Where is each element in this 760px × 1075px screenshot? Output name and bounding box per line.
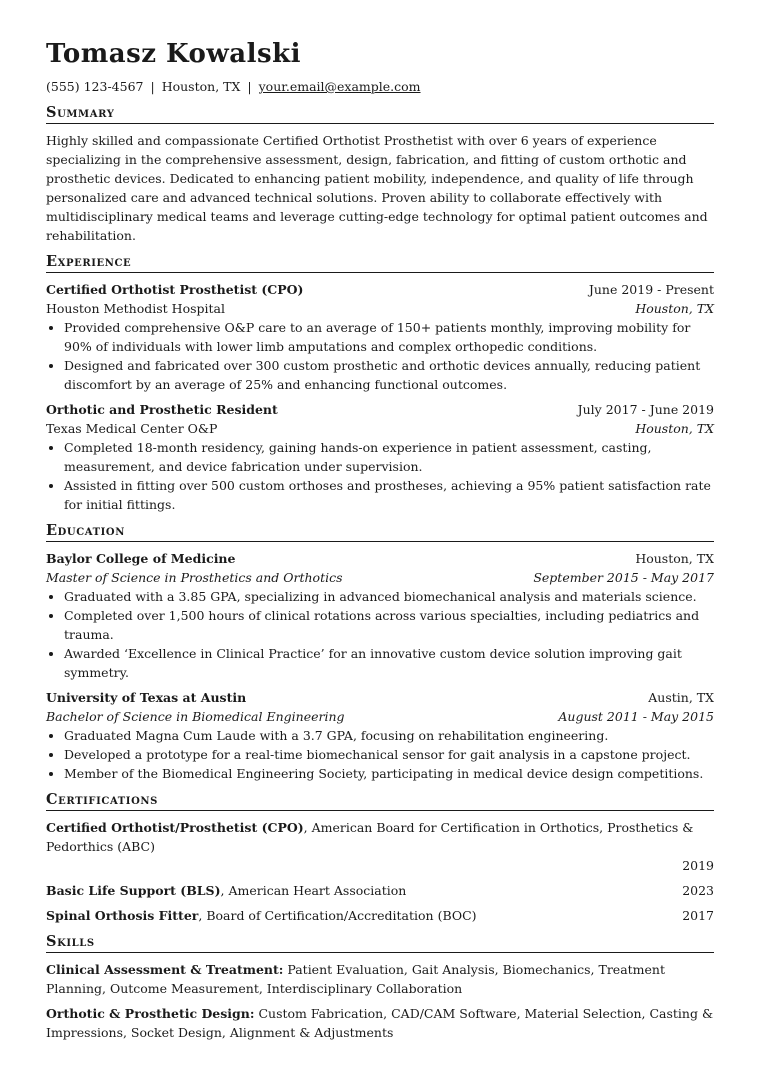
candidate-name: Tomasz Kowalski: [46, 39, 302, 69]
job-role: Orthotic and Prosthetic Resident: [46, 402, 278, 417]
skill-group: [46, 1004, 714, 1042]
education-dates: August 2011 - May 2015: [558, 709, 714, 724]
bullet-item: • Member of the Biomedical Engineering Society, participating in medical device design competitions.: [64, 764, 714, 783]
job-bullets: [46, 438, 714, 514]
certification-item: [46, 906, 714, 925]
education-bullets: [46, 587, 714, 682]
phone-number: (555) 123-4567: [46, 79, 144, 94]
certification-name: Spinal Orthosis Fitter: [46, 908, 199, 923]
certification-issuer: , American Heart Association: [220, 883, 407, 898]
bullet-item: • Designed and fabricated over 300 custom prosthetic and orthotic devices annually, reducing patient discomfort by an average of 25% and enhancing functional outcomes.: [64, 356, 714, 394]
job-dates: July 2017 - June 2019: [577, 402, 714, 417]
education-entry: [46, 688, 714, 783]
degree: Bachelor of Science in Biomedical Engineering: [46, 709, 345, 724]
certification-item: [46, 881, 714, 900]
job-bullets: [46, 318, 714, 394]
bullet-item: • Awarded ‘Excellence in Clinical Practice’ for an innovative custom device solution improving gait symmetry.: [64, 644, 714, 682]
skill-group-label: Orthotic & Prosthetic Design:: [46, 1006, 255, 1021]
education-entry: [46, 549, 714, 682]
section-title-experience: Experience: [46, 253, 714, 273]
school-name: University of Texas at Austin: [46, 690, 247, 705]
section-title-skills: Skills: [46, 933, 714, 953]
job-entry: [46, 280, 714, 394]
bullet-item: • Graduated Magna Cum Laude with a 3.7 GPA, focusing on rehabilitation engineering.: [64, 726, 714, 745]
education-dates: September 2015 - May 2017: [533, 570, 714, 585]
skill-group: [46, 960, 714, 998]
location: Houston, TX: [161, 79, 241, 94]
separator: |: [150, 79, 155, 94]
skill-group-label: Clinical Assessment & Treatment:: [46, 962, 284, 977]
certification-name: Certified Orthotist/Prosthetist (CPO): [46, 820, 304, 835]
bullet-item: • Completed over 1,500 hours of clinical rotations across various specialties, including pediatrics and trauma.: [64, 606, 714, 644]
section-title-summary: Summary: [46, 104, 714, 124]
bullet-item: • Graduated with a 3.85 GPA, specializing in advanced biomechanical analysis and materials science.: [64, 587, 714, 606]
bullet-item: • Developed a prototype for a real-time biomechanical sensor for gait analysis in a capstone project.: [64, 745, 714, 764]
separator: |: [247, 79, 252, 94]
certification-issuer: , American Board for Certification in Orthotics, Prosthetics & Pedorthics (ABC): [46, 820, 694, 854]
job-location: Houston, TX: [635, 421, 714, 436]
section-title-certifications: Certifications: [46, 791, 714, 811]
skill-group-items: Custom Fabrication, CAD/CAM Software, Material Selection, Casting & Impressions, Socket Design, Alignment & Adjustments: [46, 1006, 714, 1040]
certification-issuer: , Board of Certification/Accreditation (BOC): [198, 908, 477, 923]
school-location: Houston, TX: [635, 551, 714, 566]
certification-year: 2019: [682, 858, 714, 873]
summary-text: Highly skilled and compassionate Certified Orthotist Prosthetist with over 6 years of experience specializing in the comprehensive assessment, design, fabrication, and fitting of custom orthotic and prosthetic devices. Dedicated to enhancing patient mobility, independence, and quality of life through personalized care and advanced technical solutions. Proven ability to collaborate effectively with multidisciplinary medical teams and leverage cutting-edge technology for optimal patient outcomes and rehabilitation.: [46, 133, 708, 243]
job-entry: [46, 400, 714, 514]
job-dates: June 2019 - Present: [588, 282, 714, 297]
school-name: Baylor College of Medicine: [46, 551, 236, 566]
email-link[interactable]: your.email@example.com: [258, 79, 421, 94]
job-org: Houston Methodist Hospital: [46, 301, 225, 316]
certification-year: 2017: [682, 908, 714, 923]
certification-year: 2023: [682, 883, 714, 898]
bullet-item: • Completed 18-month residency, gaining hands-on experience in patient assessment, casting, measurement, and device fabrication under supervision.: [64, 438, 714, 476]
bullet-item: • Provided comprehensive O&P care to an average of 150+ patients monthly, improving mobility for 90% of individuals with lower limb amputations and complex orthopedic conditions.: [64, 318, 714, 356]
certification-item: [46, 818, 714, 875]
bullet-item: • Assisted in fitting over 500 custom orthoses and prostheses, achieving a 95% patient satisfaction rate for initial fittings.: [64, 476, 714, 514]
job-org: Texas Medical Center O&P: [46, 421, 218, 436]
degree: Master of Science in Prosthetics and Orthotics: [46, 570, 343, 585]
education-bullets: [46, 726, 714, 783]
certification-name: Basic Life Support (BLS): [46, 883, 221, 898]
job-role: Certified Orthotist Prosthetist (CPO): [46, 282, 304, 297]
school-location: Austin, TX: [648, 690, 714, 705]
job-location: Houston, TX: [635, 301, 714, 316]
section-title-education: Education: [46, 522, 714, 542]
contact-line: [46, 78, 714, 96]
skill-group-items: Patient Evaluation, Gait Analysis, Biomechanics, Treatment Planning, Outcome Measurement, Interdisciplinary Collaboration: [46, 962, 665, 996]
